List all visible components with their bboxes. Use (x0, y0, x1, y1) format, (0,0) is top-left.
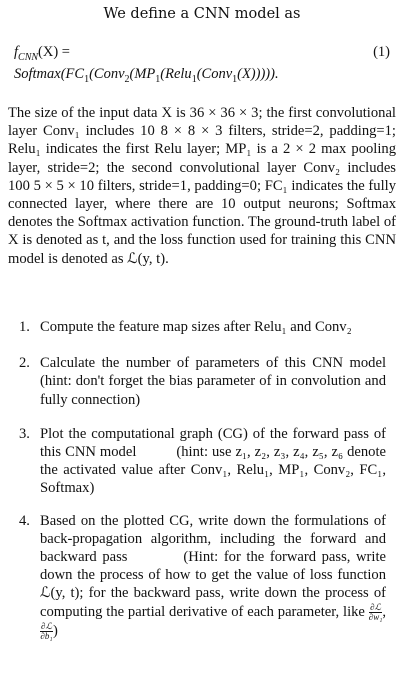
frac-separator: , (382, 603, 386, 620)
eq-lhs-f: f (14, 44, 19, 60)
eq-rhs-sub4: 1 (191, 73, 197, 85)
question-item (0, 354, 386, 409)
eq-lhs-rest: (X) = (38, 44, 70, 60)
equation-number: (1) (373, 44, 390, 60)
question-text: Compute the feature map sizes after Relu₁ and Conv₂ (40, 319, 352, 335)
eq-rhs-sub5: 1 (232, 73, 238, 85)
intro-text: We define a CNN model as (103, 6, 301, 22)
partial-derivative-w1 (369, 603, 383, 622)
equation-lhs (14, 44, 70, 63)
eq-rhs-sub1: 1 (84, 73, 90, 85)
frac-bottom: ∂w₁ (368, 611, 383, 622)
eq-rhs-2: (Conv (89, 66, 125, 82)
eq-rhs-6: (X))))). (237, 66, 279, 82)
question-text: Calculate the number of parameters of this CNN model (hint: don't forget the bias parameter of in convolution and fully connection) (40, 355, 386, 408)
question-list (0, 318, 404, 641)
eq-lhs-sub: CNN (18, 51, 39, 63)
question-number: 2. (19, 355, 30, 372)
question-number: 4. (19, 512, 30, 529)
frac-top: ∂ℒ (370, 601, 382, 612)
question-item (0, 512, 390, 641)
eq-rhs-sub3: 1 (155, 73, 161, 85)
closing-paren: ) (52, 622, 58, 639)
eq-rhs-1: Softmax(FC (14, 66, 85, 82)
equation-rhs (14, 66, 279, 85)
frac-bottom: ∂b₁ (40, 630, 53, 641)
question-text: Based on the plotted CG, write down the formulations of back-propagation algorithm, including the forward and backward pass (Hint: for the forward pass, write down the process of how to get the value of loss function ℒ(y, t); for the backward pass, write down the process of computing the partial derivative of each parameter, like (40, 512, 390, 620)
question-text: Plot the computational graph (CG) of the forward pass of this CNN model (hint: use z₁, z₂, z₃, z₄, z₅, z₆ denote the activated value after Conv₁, Relu₁, MP₁, Conv₂, FC₁, Softmax) (40, 425, 390, 497)
question-number: 1. (19, 319, 30, 335)
eq-rhs-4: (Relu (160, 66, 192, 82)
question-item (0, 318, 386, 336)
eq-rhs-sub2: 2 (124, 73, 130, 85)
frac-top: ∂ℒ (41, 620, 52, 631)
description-paragraph: The size of the input data X is 36 × 36 × 3; the first convolutional layer Conv₁ includes 10 8 × 8 × 3 filters, stride=2, padding=1; Relu₁ indicates the first Relu layer; MP₁ is a 2 × 2 max pooling layer, stride=2; the second convolutional layer Conv₂ includes 100 5 × 5 × 10 filters, stride=1, padding=0; FC₁ indicates the fully connected layer, where there are 10 output neurons; Softmax denotes the Softmax activation function. The ground-truth label of X is denoted as t, and the loss function used for training this CNN model is denoted as ℒ(y, t). (8, 105, 396, 267)
eq-rhs-5: (Conv (196, 66, 233, 82)
question-item (0, 425, 390, 498)
partial-derivative-b1 (40, 622, 53, 641)
question-number: 3. (19, 425, 30, 442)
eq-rhs-3: (MP (129, 66, 156, 82)
